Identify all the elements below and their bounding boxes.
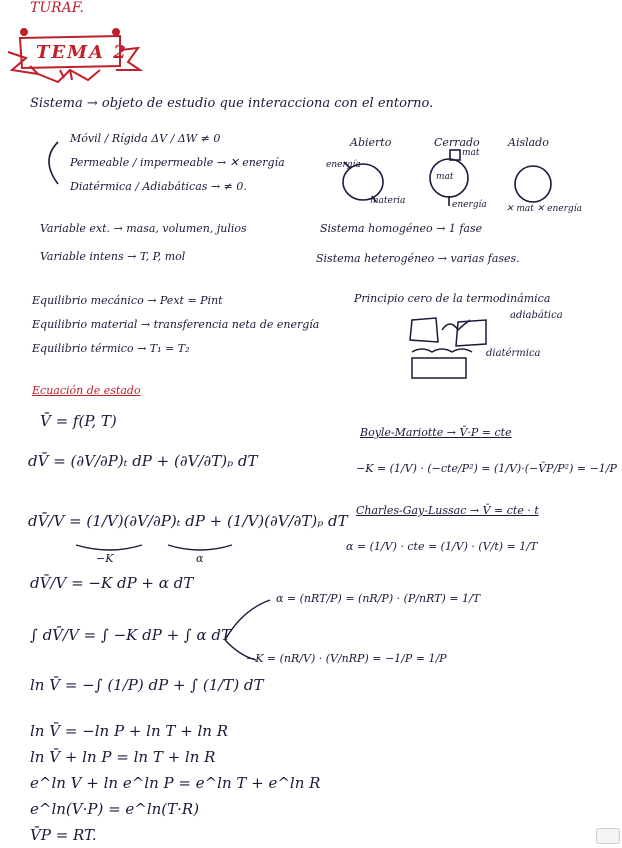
wall-types-brace (49, 142, 58, 184)
system-label-cerrado: Cerrado (434, 136, 480, 149)
principio-cero-label: Principio cero de la termodinámica (354, 292, 551, 305)
top-scrawl: TURAF. (30, 0, 84, 16)
diatermica-label: diatérmica (486, 348, 541, 359)
estado-line-1: V̄ = f(P, T) (40, 412, 117, 430)
wall-type-movil: Móvil / Rígida ΔV / ΔW ≠ 0 (70, 132, 221, 145)
estado-line-9: e^ln V + ln e^ln P = e^ln T + e^ln R (30, 774, 321, 792)
equilibrio-termico: Equilibrio térmico → T₁ = T₂ (32, 342, 190, 355)
charles-gay-lussac: Charles-Gay-Lussac → V̄ = cte · t (356, 504, 539, 517)
aislado-note: ✕ mat ✕ energía (506, 204, 582, 214)
kappa-label: −K (96, 552, 114, 565)
variable-intensive: Variable intens → T, P, mol (40, 250, 186, 263)
alpha-underbrace (168, 545, 232, 550)
estado-line-4: dV̄/V = −K dP + α dT (30, 574, 194, 592)
alpha-label: α (196, 552, 204, 565)
sistema-heterogeneo: Sistema heterogéneo → varias fases. (316, 252, 520, 265)
principio-cero-diagram (410, 318, 486, 378)
estado-line-2: dV̄ = (∂V/∂P)ₜ dP + (∂V/∂T)ₚ dT (28, 452, 258, 470)
boyle-mariotte: Boyle-Mariotte → V̄·P = cte (360, 426, 512, 439)
sistema-definition: Sistema → objeto de estudio que interacciona con el entorno. (30, 96, 434, 111)
kappa-ideal-gas: −K = (nR/V) · (V/nRP) = −1/P = 1/P (246, 652, 447, 665)
cerrado-note-energia: energía (452, 200, 487, 210)
system-label-aislado: Aislado (508, 136, 549, 149)
estado-heading: Ecuación de estado (32, 384, 141, 397)
kappa-derivation: −K = (1/V) · (−cte/P²) = (1/V)·(−V̄P/P²) = −1/P (356, 462, 617, 475)
equilibrio-material: Equilibrio material → transferencia neta de energía (32, 318, 320, 331)
wall-type-permeable: Permeable / impermeable → ✕ energía (70, 156, 285, 169)
alpha-ideal-gas: α = (nRT/P) = (nR/P) · (P/nRT) = 1/T (276, 592, 481, 605)
estado-line-11: V̄P = RT. (30, 826, 97, 844)
scanner-watermark (596, 828, 620, 844)
variable-extensive: Variable ext. → masa, volumen, julios (40, 222, 247, 235)
equilibrio-mecanico: Equilibrio mecánico → Pext = Pint (32, 294, 223, 307)
arrow-alpha (225, 600, 270, 640)
alpha-derivation: α = (1/V) · cte = (1/V) · (V/t) = 1/T (346, 540, 538, 553)
estado-line-8: ln V̄ + ln P = ln T + ln R (30, 748, 216, 766)
abierto-note-materia: materia (370, 196, 406, 206)
adiabatica-label: adiabática (510, 310, 563, 321)
cerrado-note-mat-inside: mat (436, 172, 454, 182)
sistema-homogeneo: Sistema homogéneo → 1 fase (320, 222, 483, 235)
estado-line-6: ln V̄ = −∫ (1/P) dP + ∫ (1/T) dT (30, 676, 264, 694)
estado-line-5: ∫ dV̄/V = ∫ −K dP + ∫ α dT (30, 626, 232, 644)
abierto-note-energia: energía (326, 160, 361, 170)
kappa-underbrace (76, 545, 142, 550)
cerrado-note-mat-top: mat (462, 148, 480, 158)
wall-type-diatermica: Diatérmica / Adiabáticas → ≠ 0. (70, 180, 247, 193)
estado-line-3: dV̄/V = (1/V)(∂V/∂P)ₜ dP + (1/V)(∂V/∂T)ₚ dT (28, 512, 348, 530)
page-title: TEMA 2 (36, 42, 128, 63)
estado-line-10: e^ln(V·P) = e^ln(T·R) (30, 800, 200, 818)
system-label-abierto: Abierto (350, 136, 392, 149)
estado-line-7: ln V̄ = −ln P + ln T + ln R (30, 722, 229, 740)
